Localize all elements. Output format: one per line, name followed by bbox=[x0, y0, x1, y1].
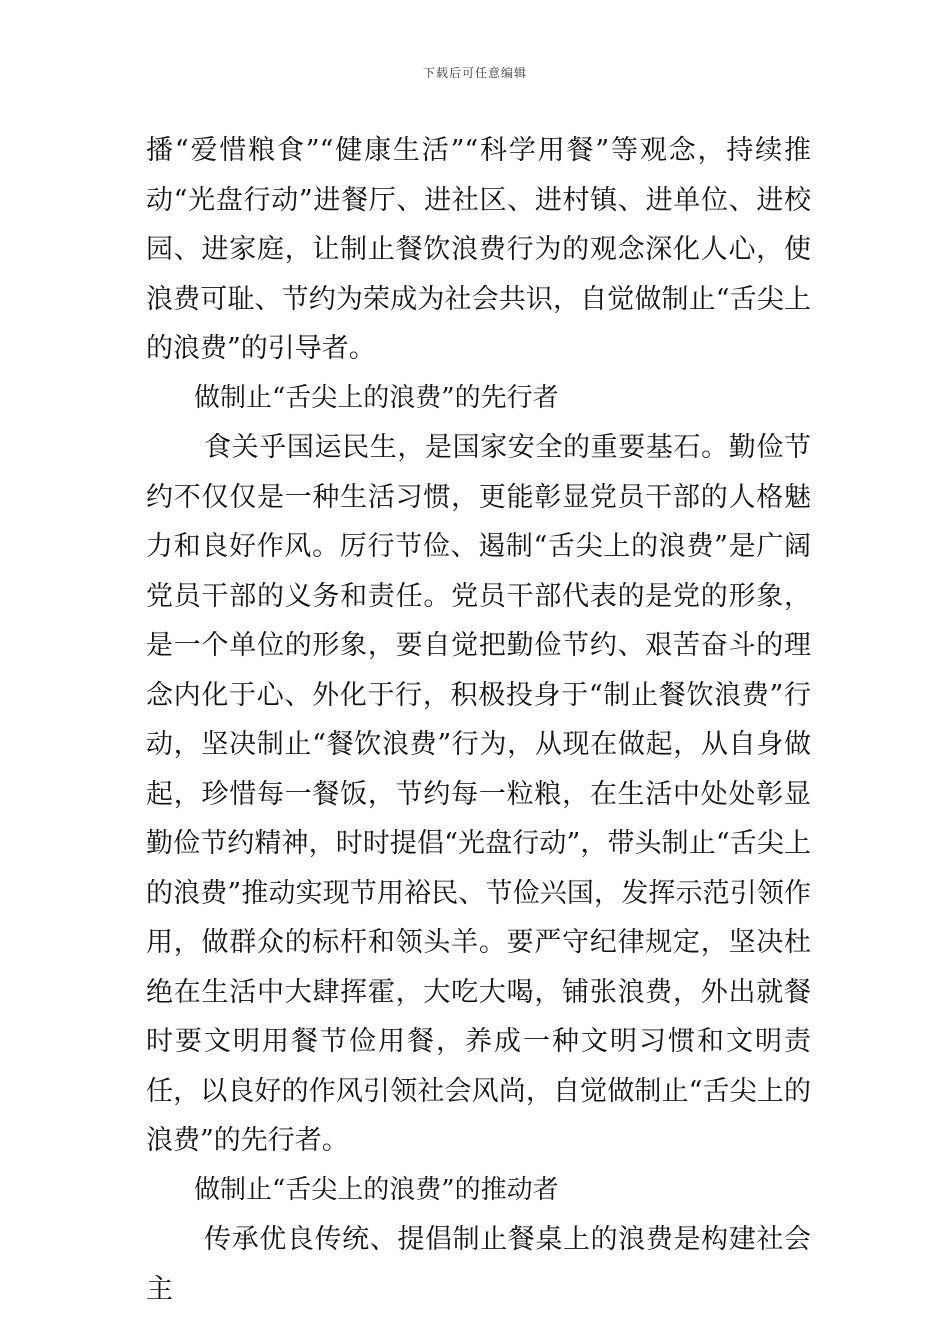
section-heading-pioneer: 做制止“舌尖上的浪费”的先行者 bbox=[194, 382, 559, 413]
paragraph-pioneer: 食关乎国运民生，是国家安全的重要基石。勤俭节约不仅仅是一种生活习惯，更能彰显党员干部的人格魅力和良好作风。厉行节俭、遏制“舌尖上的浪费”是广阔党员干部的义务和责任。党员干部代表的是党的形象，是一个单位的形象，要自觉把勤俭节约、艰苦奋斗的理念内化于心、外化于行，积极投身于“制止餐饮浪费”行动，坚决制止“餐饮浪费”行为，从现在做起，从自身做起，珍惜每一餐饭，节约每一粒粮，在生活中处处彰显勤俭节约精神，时时提倡“光盘行动”，带头制止“舌尖上的浪费”推动实现节用裕民、节俭兴国，发挥示范引领作用，做群众的标杆和领头羊。要严守纪律规定，坚决杜绝在生活中大肆挥霍，大吃大喝，铺张浪费，外出就餐时要文明用餐节俭用餐，养成一种文明习惯和文明责任，以良好的作风引领社会风尚，自觉做制止“舌尖上的浪费”的先行者。 bbox=[146, 432, 811, 1156]
page-header: 下载后可任意编辑 bbox=[422, 66, 527, 80]
section-heading-promoter: 做制止“舌尖上的浪费”的推动者 bbox=[194, 1174, 559, 1205]
paragraph-guide: 播“爱惜粮食”“健康生活”“科学用餐”等观念，持续推动“光盘行动”进餐厅、进社区、进村镇、进单位、进校园、进家庭，让制止餐饮浪费行为的观念深化人心，使浪费可耻、节约为荣成为社会共识，自觉做制止“舌尖上的浪费”的引导者。 bbox=[146, 135, 811, 364]
paragraph-promoter: 传承优良传统、提倡制止餐桌上的浪费是构建社会主 bbox=[146, 1224, 811, 1305]
document-body bbox=[146, 126, 811, 1314]
